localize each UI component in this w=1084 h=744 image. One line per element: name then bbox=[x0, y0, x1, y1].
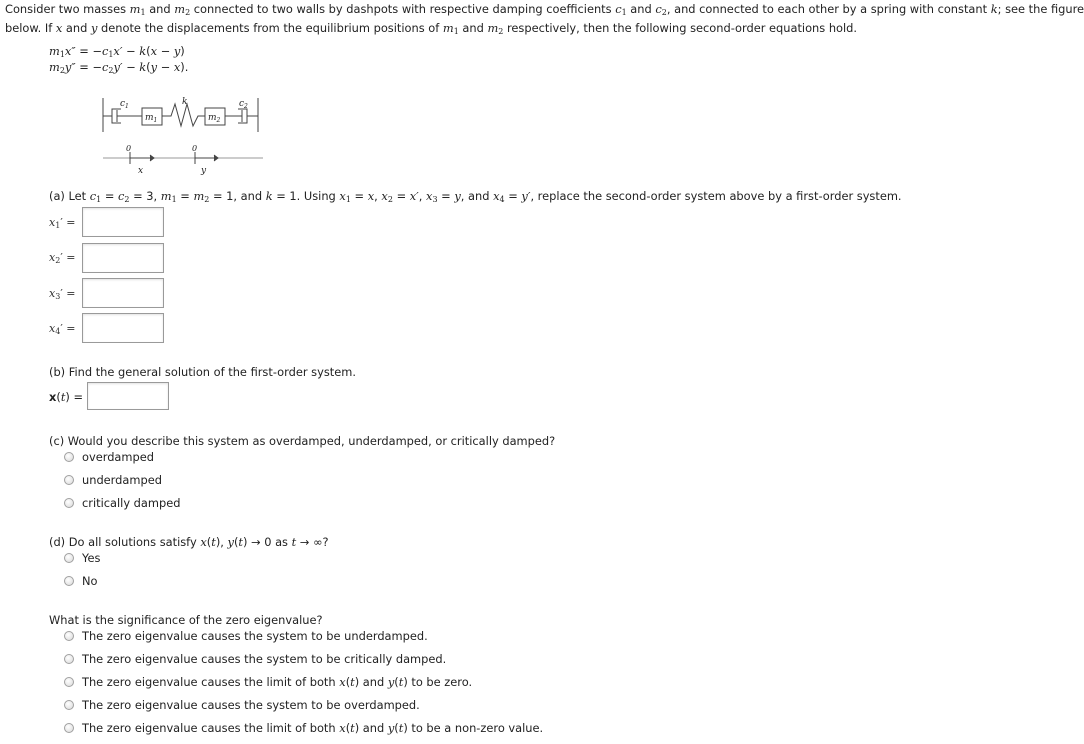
x2-prime-label: $x_2'$ = bbox=[49, 251, 76, 265]
general-solution-answer-input[interactable] bbox=[87, 382, 169, 410]
x1-prime-label: $x_1'$ = bbox=[49, 216, 76, 230]
x3-prime-answer-input[interactable] bbox=[82, 278, 164, 308]
radio-button[interactable] bbox=[64, 631, 74, 641]
damping-option[interactable] bbox=[64, 496, 180, 510]
radio-button[interactable] bbox=[64, 553, 74, 563]
zero-eigenvalue-option-label: The zero eigenvalue causes the system to be underdamped. bbox=[82, 629, 428, 643]
equation-1: $m_1x'' = -c_1x' - k(x - y)$ bbox=[49, 44, 185, 59]
x4-prime-label: $x_4'$ = bbox=[49, 322, 76, 336]
problem-intro-line-1: Consider two masses $m_1$ and $m_2$ connected to two walls by dashpots with respective damping coefficients $c_1$ and $c_2$, and connected to each other by a spring with constant k; see the figure bbox=[5, 2, 1084, 17]
part-d-prompt: (d) Do all solutions satisfy x(t), y(t) → 0 as t → ∞? bbox=[49, 535, 329, 549]
x-origin-label: 0 bbox=[126, 144, 132, 153]
radio-button[interactable] bbox=[64, 677, 74, 687]
limit-option[interactable] bbox=[64, 574, 98, 588]
x2-prime-answer-input[interactable] bbox=[82, 243, 164, 273]
radio-button[interactable] bbox=[64, 475, 74, 485]
x4-prime-answer-input[interactable] bbox=[82, 313, 164, 343]
x3-prime-label: $x_3'$ = bbox=[49, 287, 76, 301]
radio-button[interactable] bbox=[64, 576, 74, 586]
zero-eigenvalue-option[interactable] bbox=[64, 652, 446, 666]
zero-eigenvalue-option[interactable] bbox=[64, 698, 420, 712]
radio-button[interactable] bbox=[64, 700, 74, 710]
zero-eigenvalue-prompt: What is the significance of the zero eigenvalue? bbox=[49, 613, 323, 627]
radio-button[interactable] bbox=[64, 723, 74, 733]
y-axis-label: y bbox=[201, 166, 207, 176]
zero-eigenvalue-option-label: The zero eigenvalue causes the system to be overdamped. bbox=[82, 698, 420, 712]
zero-eigenvalue-option[interactable] bbox=[64, 721, 543, 735]
damping-option-label: critically damped bbox=[82, 496, 181, 510]
part-a-prompt: (a) Let $c_1 = c_2 = 3$, $m_1 = m_2 = 1$, and k = 1. Using $x_1 = x$, $x_2 = x'$, $x_3 = y$, and $x_4 = y'$, replace the second-order system above by a first-order system. bbox=[49, 189, 902, 204]
m1-label: $m_1$ bbox=[145, 113, 158, 124]
zero-eigenvalue-option-label: The zero eigenvalue causes the system to be critically damped. bbox=[82, 652, 447, 666]
radio-button[interactable] bbox=[64, 452, 74, 462]
x-axis-label: x bbox=[138, 166, 144, 176]
zero-eigenvalue-option[interactable] bbox=[64, 629, 428, 643]
limit-option-label: No bbox=[82, 574, 98, 588]
x1-prime-answer-input[interactable] bbox=[82, 207, 164, 237]
zero-eigenvalue-option-label: The zero eigenvalue causes the limit of both x(t) and y(t) to be a non-zero value. bbox=[82, 721, 544, 735]
c1-label: $c_1$ bbox=[120, 99, 129, 110]
radio-button[interactable] bbox=[64, 498, 74, 508]
y-origin-label: 0 bbox=[192, 144, 198, 153]
c2-label: $c_2$ bbox=[239, 99, 248, 110]
damping-option[interactable] bbox=[64, 450, 154, 464]
m2-label: $m_2$ bbox=[208, 113, 221, 124]
equation-2: $m_2y'' = -c_2y' - k(y - x)$. bbox=[49, 60, 189, 75]
part-b-prompt: (b) Find the general solution of the first-order system. bbox=[49, 365, 356, 379]
damping-option-label: overdamped bbox=[82, 450, 154, 464]
part-c-prompt: (c) Would you describe this system as overdamped, underdamped, or critically damped? bbox=[49, 434, 556, 448]
spring-constant-label: k bbox=[182, 97, 188, 107]
limit-option-label: Yes bbox=[82, 551, 101, 565]
damping-option[interactable] bbox=[64, 473, 162, 487]
mass-spring-dashpot-figure bbox=[95, 92, 270, 180]
problem-intro-line-2: below. If x and y denote the displacements from the equilibrium positions of $m_1$ and $m_2$ respectively, then the following second-order equations hold. bbox=[5, 21, 858, 36]
zero-eigenvalue-option-label: The zero eigenvalue causes the limit of both x(t) and y(t) to be zero. bbox=[82, 675, 473, 689]
radio-button[interactable] bbox=[64, 654, 74, 664]
limit-option[interactable] bbox=[64, 551, 100, 565]
damping-option-label: underdamped bbox=[82, 473, 162, 487]
general-solution-label: x(t) = bbox=[49, 390, 83, 404]
zero-eigenvalue-option[interactable] bbox=[64, 675, 472, 689]
